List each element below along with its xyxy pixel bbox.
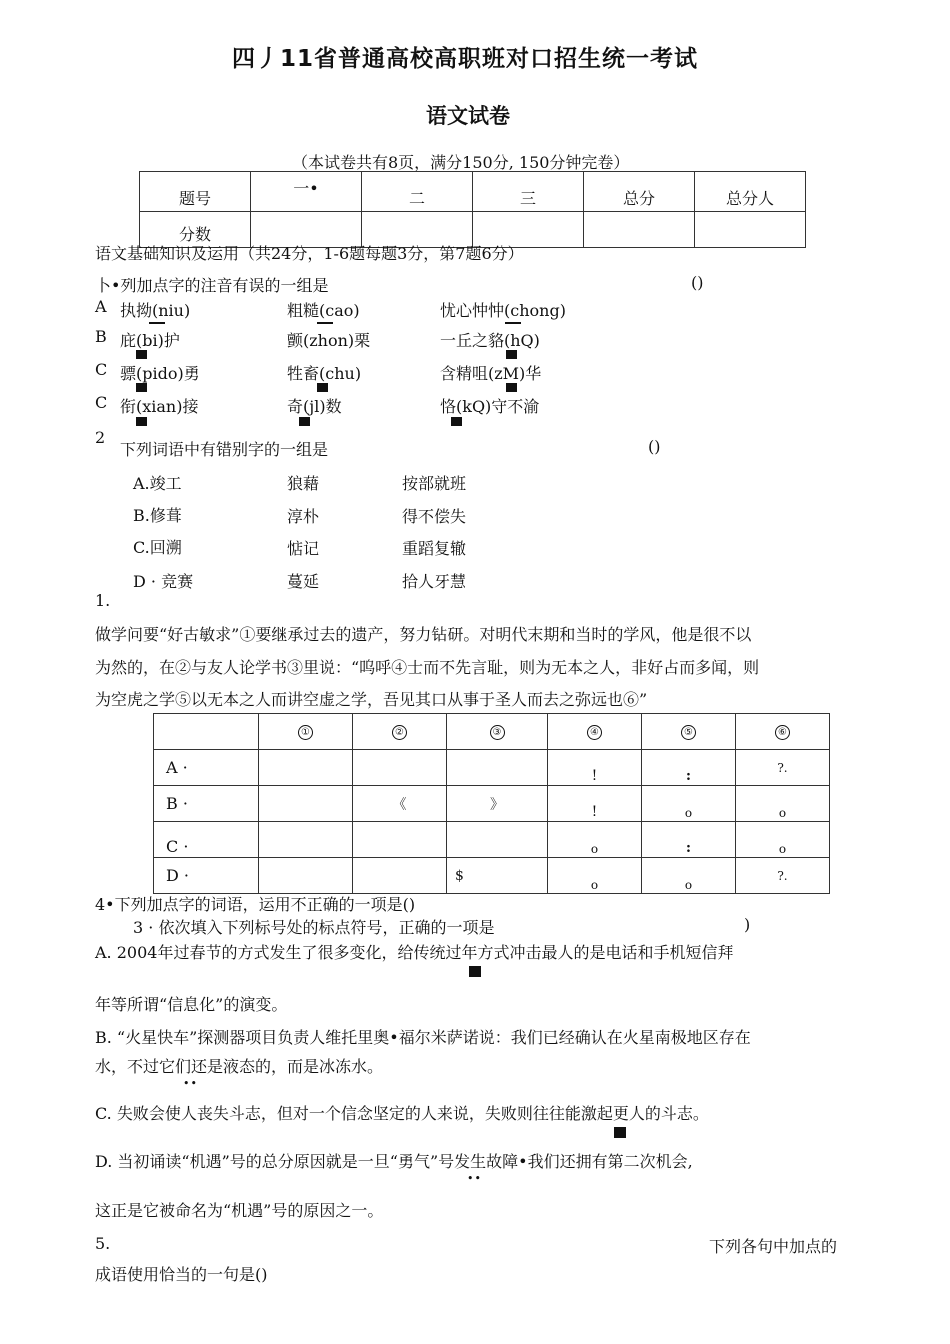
table-row <box>154 714 830 750</box>
q1-answer-paren: () <box>691 273 704 292</box>
score-cell: 题号 <box>140 172 251 212</box>
table-cell: ! <box>548 750 642 786</box>
score-cell: 总分人 <box>695 172 806 212</box>
q2-option-item: B.修葺 <box>133 506 182 525</box>
score-cell: 一• <box>251 172 362 212</box>
score-cell: 分数 <box>140 212 251 248</box>
table-cell: o <box>548 858 642 894</box>
q1-option-item: 庇(bi)护 <box>120 331 180 350</box>
q1-option-item: 含精咀(zM)华 <box>440 364 542 383</box>
q1-option-item: 衔(xian)接 <box>120 397 199 416</box>
emphasis-mark <box>136 383 147 392</box>
q2-option-item: 按部就班 <box>402 474 467 493</box>
emphasis-mark <box>317 383 328 392</box>
table-cell <box>259 858 353 894</box>
score-input-cell[interactable] <box>584 212 695 248</box>
row-label: C · <box>154 822 259 858</box>
passage-line: 为空虎之学⑤以无本之人而讲空虚之学，吾见其口从事于圣人而去之弥远也⑥” <box>95 690 648 709</box>
q2-option-item: D · 竞赛 <box>133 572 194 591</box>
table-cell: o <box>736 786 830 822</box>
emphasis-dots: •• <box>467 1172 482 1185</box>
q1-option-item: 颤(zhon)栗 <box>287 331 371 350</box>
q5-stem-cont: 成语使用恰当的一句是() <box>95 1265 268 1284</box>
table-cell <box>353 858 447 894</box>
table-row <box>154 858 830 894</box>
q2-option-item: 淳朴 <box>287 507 320 526</box>
q4-option-b-cont: 水，不过它们还是液态的，而是冰冻水。 <box>95 1057 384 1076</box>
table-cell <box>353 750 447 786</box>
emphasis-mark <box>614 1127 626 1138</box>
q2-option-item: A.竣工 <box>133 474 182 493</box>
emphasis-mark <box>299 417 310 426</box>
q1-option-label: B <box>95 327 107 346</box>
q1-stem: 卜•列加点字的注音有误的一组是 <box>95 276 329 295</box>
table-row <box>140 172 806 212</box>
page-subtitle: 语文试卷 <box>426 104 510 128</box>
table-row <box>154 822 830 858</box>
q1-option-label: C <box>95 360 108 379</box>
passage-line: 做学问要“好古敏求”①要继承过去的遗产，努力钻研。对明代末期和当时的学风，他是很不以 <box>95 625 752 644</box>
q3-number: 1. <box>95 591 111 610</box>
q2-stem: 下列词语中有错别字的一组是 <box>120 440 329 459</box>
tone-mark <box>149 322 165 324</box>
table-cell: $ <box>447 858 548 894</box>
column-header: ① <box>298 725 313 740</box>
table-cell: o <box>548 822 642 858</box>
q1-option-label: A <box>95 297 107 316</box>
score-cell: 总分 <box>584 172 695 212</box>
section-heading: 语文基础知识及运用（共24分，1-6题每题3分，第7题6分） <box>95 244 524 263</box>
tone-mark <box>317 322 333 324</box>
q2-option-item: 得不偿失 <box>402 507 467 526</box>
q2-option-item: 蔓延 <box>287 572 320 591</box>
q1-option-label: C <box>95 393 108 412</box>
q4-option-c: C. 失败会使人丧失斗志，但对一个信念坚定的人来说，失败则往往能激起更人的斗志。 <box>95 1104 709 1123</box>
punctuation-table <box>153 713 830 894</box>
q4-option-a: A. 2004年过春节的方式发生了很多变化，给传统过年方式冲击最人的是电话和手机短信拜 <box>95 943 734 962</box>
q2-option-item: 狼藉 <box>287 474 320 493</box>
table-cell: ?. <box>736 750 830 786</box>
table-cell <box>447 750 548 786</box>
table-cell <box>259 750 353 786</box>
table-cell <box>259 822 353 858</box>
q1-option-item: 一丘之貉(hQ) <box>440 331 540 350</box>
row-label: D · <box>154 858 259 894</box>
q2-answer-paren: () <box>648 437 661 456</box>
table-row <box>154 750 830 786</box>
q3-stem: 3 · 依次填入下列标号处的标点符号，正确的一项是 <box>133 918 495 937</box>
score-table <box>139 171 806 248</box>
emphasis-mark <box>136 417 147 426</box>
table-row <box>154 786 830 822</box>
table-cell: 》 <box>447 786 548 822</box>
q1-option-item: 牲畜(chu) <box>287 364 362 383</box>
score-cell: 三 <box>473 172 584 212</box>
q2-option-item: 重蹈复辙 <box>402 539 467 558</box>
q3-answer-paren: ) <box>744 915 751 934</box>
table-cell: : <box>642 822 736 858</box>
q1-option-item: 忧心忡忡(chong) <box>440 301 566 320</box>
column-header: ② <box>392 725 407 740</box>
row-label: A · <box>154 750 259 786</box>
column-header: ⑥ <box>775 725 790 740</box>
q1-option-item: 骠(pido)勇 <box>120 364 200 383</box>
emphasis-mark <box>506 383 517 392</box>
q4-option-d-cont: 这正是它被命名为“机遇”号的原因之一。 <box>95 1201 384 1220</box>
emphasis-dots: •• <box>183 1077 198 1090</box>
q2-option-item: 惦记 <box>287 539 320 558</box>
q4-stem: 4•下列加点字的词语，运用不正确的一项是() <box>95 895 416 914</box>
row-label: B · <box>154 786 259 822</box>
emphasis-mark <box>451 417 462 426</box>
table-cell: ! <box>548 786 642 822</box>
score-cell: 二 <box>362 172 473 212</box>
table-cell <box>259 786 353 822</box>
table-cell <box>353 822 447 858</box>
q2-option-item: 拾人牙慧 <box>402 572 467 591</box>
emphasis-mark <box>506 350 517 359</box>
emphasis-mark <box>136 350 147 359</box>
table-cell: 《 <box>353 786 447 822</box>
q5-number: 5. <box>95 1234 111 1253</box>
table-cell: o <box>642 786 736 822</box>
passage-line: 为然的，在②与友人论学书③里说：“呜呼④士而不先言耻，则为无本之人，非好占而多闻，则 <box>95 658 760 677</box>
q1-option-item: 粗糙(cao) <box>287 301 360 320</box>
q4-option-a-cont: 年等所谓“信息化”的演变。 <box>95 995 288 1014</box>
table-cell <box>447 822 548 858</box>
table-cell: o <box>736 822 830 858</box>
q4-option-b: B. “火星快车”探测器项目负责人维托里奥•福尔米萨诺说：我们已经确认在火星南极地区存在 <box>95 1028 751 1047</box>
emphasis-mark <box>469 966 481 977</box>
column-header: ⑤ <box>681 725 696 740</box>
column-header: ③ <box>490 725 505 740</box>
q1-option-item: 恪(kQ)守不渝 <box>440 397 540 416</box>
q1-option-item: 执拗(niu) <box>120 301 191 320</box>
q2-number: 2 <box>95 428 106 447</box>
q2-option-item: C.回溯 <box>133 538 182 557</box>
q1-option-item: 奇(jl)数 <box>287 397 342 416</box>
page-title: 四丿11省普通高校高职班对口招生统一考试 <box>232 46 699 72</box>
q4-option-d: D. 当初诵读“机遇”号的总分原因就是一旦“勇气”号发生故障•我们还拥有第二次机会, <box>95 1152 693 1171</box>
tone-mark <box>505 322 521 324</box>
table-cell: ?. <box>736 858 830 894</box>
exam-note: （本试卷共有8页，满分150分, 150分钟完卷） <box>292 153 630 172</box>
q5-stem-start: 下列各句中加点的 <box>709 1237 838 1256</box>
score-input-cell[interactable] <box>695 212 806 248</box>
column-header: ④ <box>587 725 602 740</box>
table-cell: o <box>642 858 736 894</box>
table-cell: : <box>642 750 736 786</box>
